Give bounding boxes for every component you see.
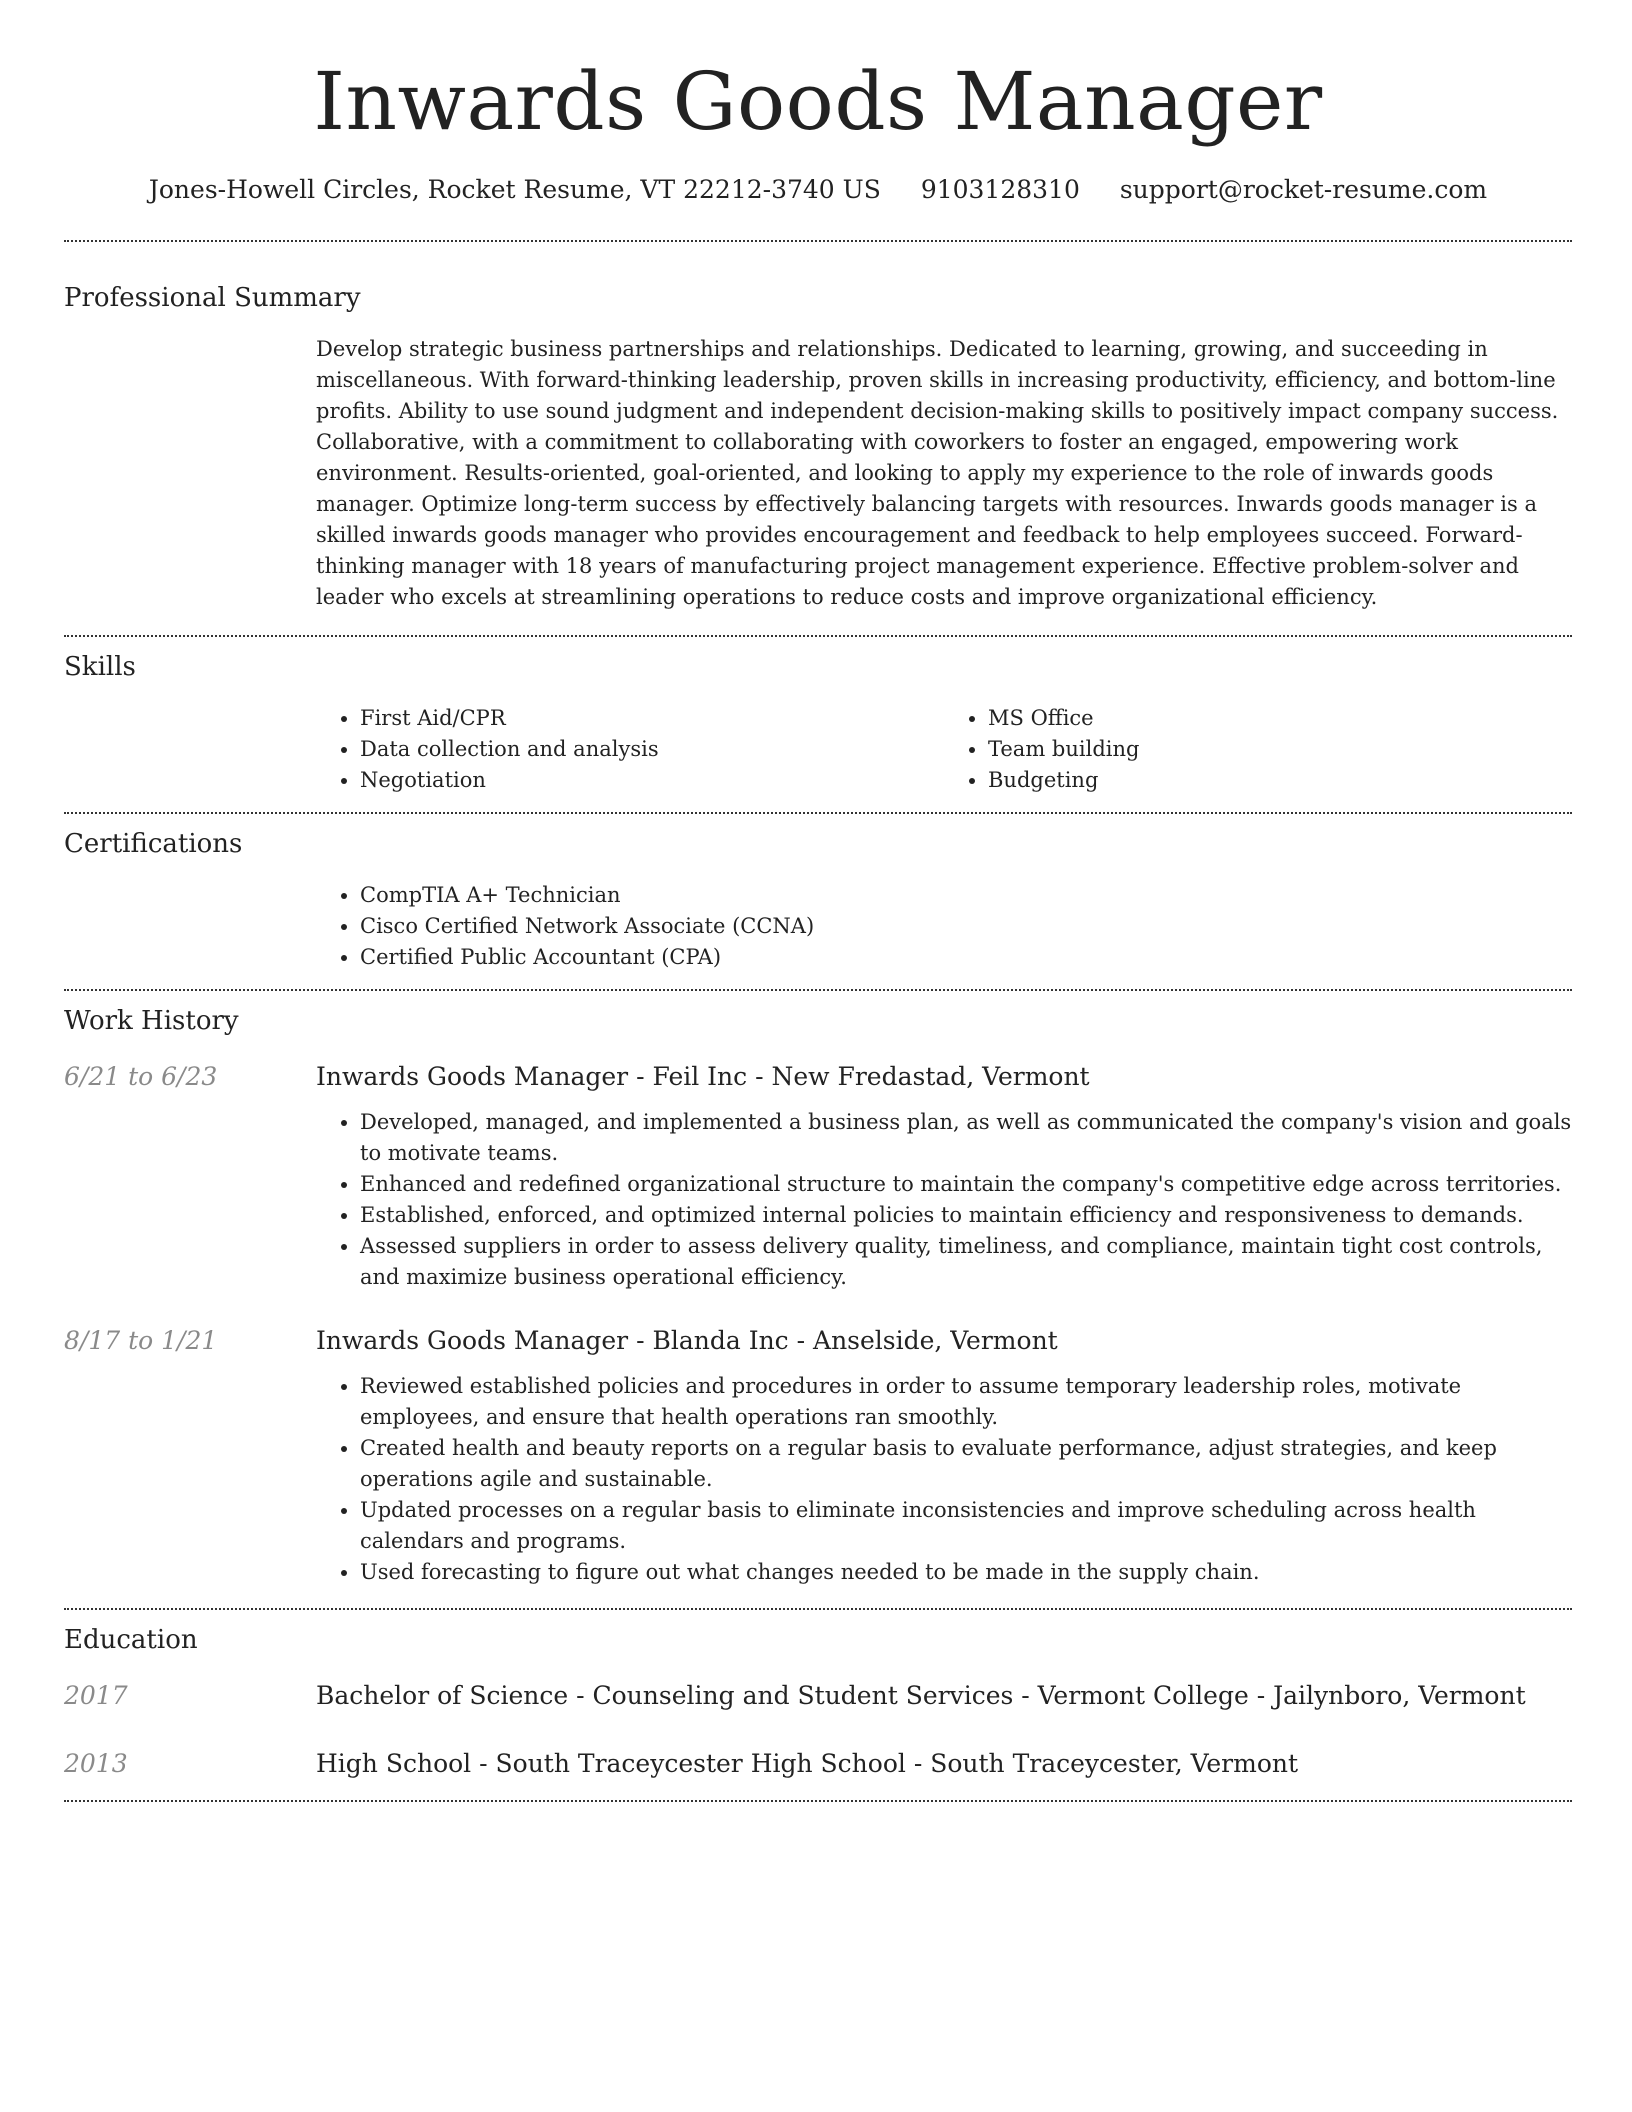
divider [64,1800,1572,1802]
job-bullet: • Updated processes on a regular basis to eliminate inconsistencies and improve scheduling across health calendars and programs. [360,1495,1572,1557]
skill-item: • Budgeting [988,765,1572,796]
resume-content [64,0,1572,1802]
job-title: Inwards Goods Manager - Feil Inc - New Fredastad, Vermont [316,1062,1090,1091]
job-bullet-list [316,1107,1572,1293]
skill-item: • Negotiation [360,765,944,796]
education-date: 2017 [64,1681,128,1710]
section-title-skills: Skills [64,652,136,682]
skill-item: • Data collection and analysis [360,734,944,765]
education-entry [64,1746,1572,1782]
contact-email: support@rocket-resume.com [1119,175,1488,204]
job-bullet: • Established, enforced, and optimized internal policies to maintain efficiency and responsiveness to demands. [360,1200,1572,1231]
section-title-summary: Professional Summary [64,283,361,313]
job-bullet: • Enhanced and redefined organizational structure to maintain the company's competitive edge across territories. [360,1169,1572,1200]
skill-item: • Team building [988,734,1572,765]
job-entry [64,1323,1572,1588]
education-section [64,1610,1572,1782]
certification-item: • Cisco Certified Network Associate (CCNA) [360,911,1572,942]
job-entry [64,1059,1572,1293]
section-title-certifications: Certifications [64,829,243,859]
job-date: 6/21 to 6/23 [64,1062,218,1091]
job-bullets [316,1371,1572,1588]
page-title: Inwards Goods Manager [313,55,1323,148]
skill-item: • First Aid/CPR [360,703,944,734]
education-date: 2013 [64,1749,128,1778]
summary-content [316,334,1572,613]
job-bullet: • Assessed suppliers in order to assess delivery quality, timeliness, and compliance, maintain tight cost controls, and maximize business operational efficiency. [360,1231,1572,1293]
contact-phone: 9103128310 [920,175,1080,204]
certifications-content [316,880,1572,973]
job-bullet-list [316,1371,1572,1588]
job-bullet: • Developed, managed, and implemented a business plan, as well as communicated the company's vision and goals to motivate teams. [360,1107,1572,1169]
certifications-section [64,814,1572,973]
education-title: High School - South Traceycester High School - South Traceycester, Vermont [316,1749,1299,1778]
certification-item: • CompTIA A+ Technician [360,880,1572,911]
section-title-work: Work History [64,1006,239,1036]
summary-text: Develop strategic business partnerships and relationships. Dedicated to learning, growing, and succeeding in miscellaneous. With forward-thinking leadership, proven skills in increasing productivity, efficiency, and bottom-line profits. Ability to use sound judgment and independent decision-making skills to positively impact company success. Collaborative, with a commitment to collaborating with coworkers to foster an engaged, empowering work environment. Results-oriented, goal-oriented, and looking to apply my experience to the role of inwards goods manager. Optimize long-term success by effectively balancing targets with resources. Inwards goods manager is a skilled inwards goods manager who provides encouragement and feedback to help employees succeed. Forward-thinking manager with 18 years of manufacturing project management experience. Effective problem-solver and leader who excels at streamlining operations to reduce costs and improve organizational efficiency. [316,337,1559,609]
certification-item: • Certified Public Accountant (CPA) [360,942,1572,973]
job-bullets [316,1107,1572,1293]
job-header [64,1059,1572,1095]
education-title: Bachelor of Science - Counseling and Student Services - Vermont College - Jailynboro, Vermont [316,1681,1526,1710]
job-bullet: • Created health and beauty reports on a regular basis to evaluate performance, adjust strategies, and keep operations agile and sustainable. [360,1433,1572,1495]
contact-line [64,172,1572,208]
skills-column-1 [316,703,944,796]
work-section [64,991,1572,1588]
skills-section [64,637,1572,796]
skills-grid [316,703,1572,796]
section-title-education: Education [64,1625,198,1655]
skills-column-2 [944,703,1572,796]
education-entry [64,1678,1572,1714]
job-header [64,1323,1572,1359]
contact-address: Jones-Howell Circles, Rocket Resume, VT 22212-3740 US [148,175,881,204]
skill-item: • MS Office [988,703,1572,734]
summary-section [64,242,1572,613]
job-bullet: • Reviewed established policies and procedures in order to assume temporary leadership roles, motivate employees, and ensure that health operations ran smoothly. [360,1371,1572,1433]
certifications-list [316,880,1572,973]
job-date: 8/17 to 1/21 [64,1326,218,1355]
job-bullet: • Used forecasting to figure out what changes needed to be made in the supply chain. [360,1557,1572,1588]
job-title: Inwards Goods Manager - Blanda Inc - Anselside, Vermont [316,1326,1058,1355]
